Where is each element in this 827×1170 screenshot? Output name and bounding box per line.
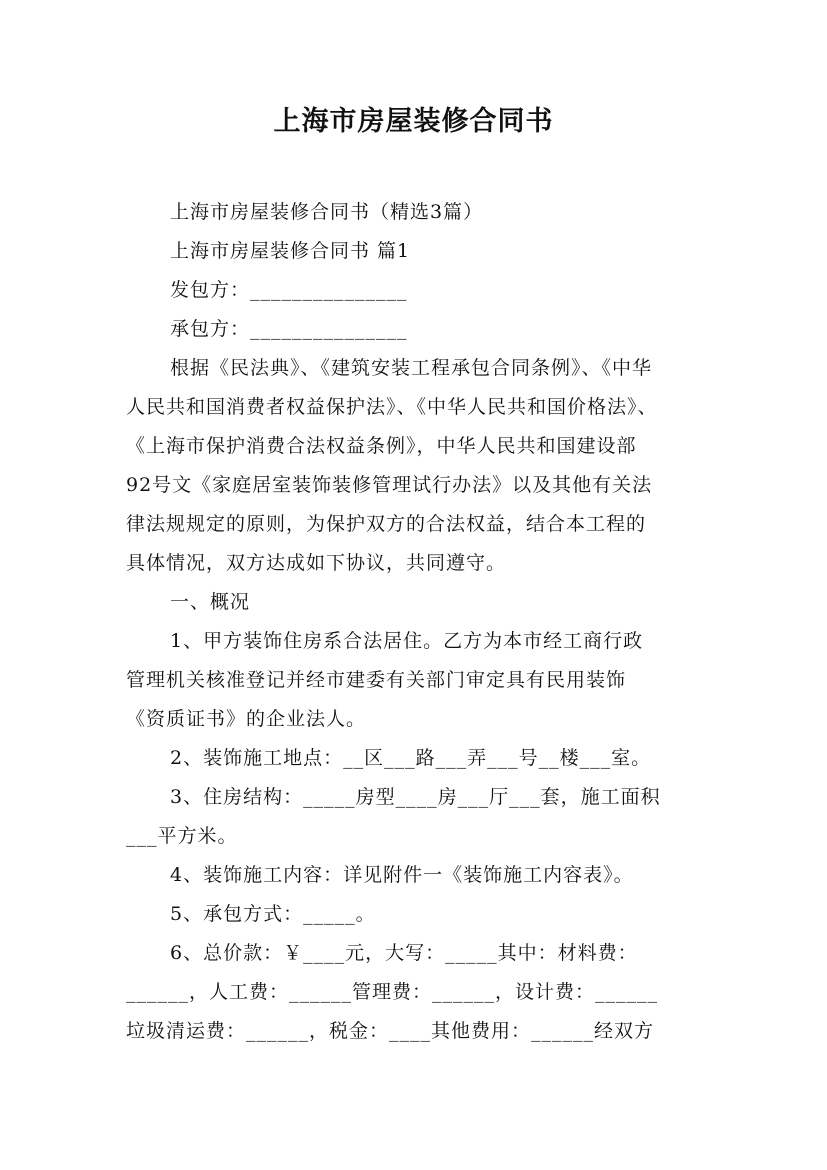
paragraph-line: 具体情况，双方达成如下协议，共同遵守。 <box>126 552 507 574</box>
clause-line: ______，人工费：______管理费：______，设计费：______ <box>126 981 659 1003</box>
paragraph-line: 92号文《家庭居室装饰装修管理试行办法》以及其他有关法 <box>126 474 653 496</box>
employer-line: 发包方：_______________ <box>170 279 408 301</box>
clause-line: 5、承包方式：_____。 <box>170 903 376 925</box>
paragraph-line: 《上海市保护消费合法权益条例》，中华人民共和国建设部 <box>126 435 637 457</box>
paragraph-line: 管理机关核准登记并经市建委有关部门审定具有民用装饰 <box>126 669 627 691</box>
document-body <box>126 193 704 1051</box>
clause-line: ___平方米。 <box>126 825 238 847</box>
paragraph-line: 1、甲方装饰住房系合法居住。乙方为本市经工商行政 <box>170 630 644 652</box>
paragraph-line: 根据《民法典》、《建筑安装工程承包合同条例》、《中华 <box>170 357 653 379</box>
section-heading: 上海市房屋装修合同书 篇1 <box>170 240 411 262</box>
paragraph-line: 律法规规定的原则，为保护双方的合法权益，结合本工程的 <box>126 513 647 535</box>
paragraph-line: 人民共和国消费者权益保护法》、《中华人民共和国价格法》、 <box>126 396 658 418</box>
clause-line: 6、总价款：￥____元，大写：_____其中：材料费： <box>170 942 638 964</box>
paragraph-line: 《资质证书》的企业法人。 <box>126 708 367 730</box>
contractor-line: 承包方：_______________ <box>170 318 408 340</box>
overview-heading: 一、概况 <box>170 591 251 613</box>
clause-line: 3、住房结构：_____房型____房___厅___套，施工面积 <box>170 786 661 808</box>
document-title: 上海市房屋装修合同书 <box>273 106 554 137</box>
clause-line: 垃圾清运费：______，税金：____其他费用：______经双方 <box>126 1020 655 1042</box>
subtitle-line: 上海市房屋装修合同书（精选3篇） <box>170 201 484 223</box>
clause-line: 4、装饰施工内容：详见附件一《装饰施工内容表》。 <box>170 864 634 886</box>
clause-line: 2、装饰施工地点：__区___路___弄___号__楼___室。 <box>170 747 652 769</box>
